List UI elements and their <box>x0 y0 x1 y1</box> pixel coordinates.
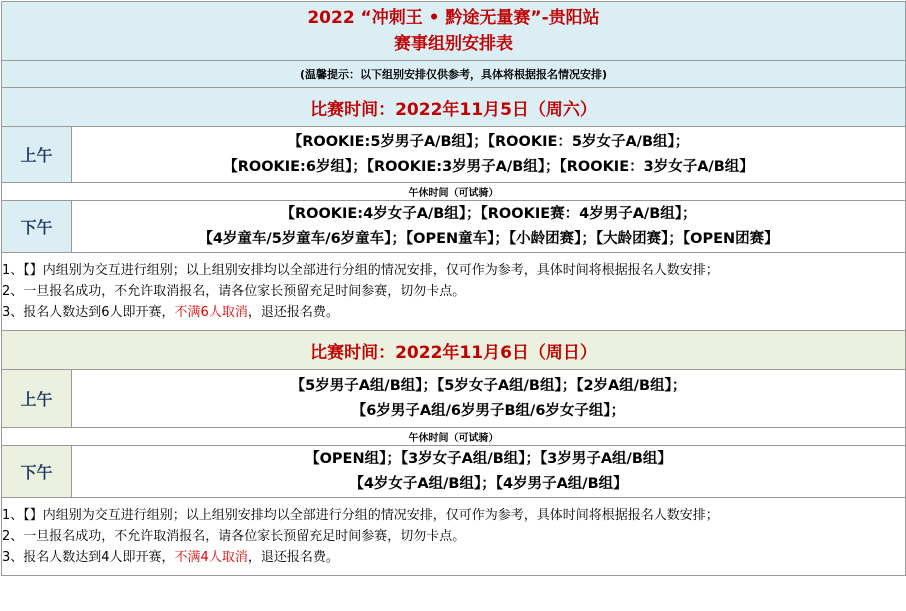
note-line: 2、一旦报名成功，不允许取消报名，请各位家长预留充足时间参赛，切勿卡点。 <box>2 529 466 544</box>
note-line: 1、【】内组别为交互进行组别；以上组别安排均以全部进行分组的情况安排，仅可作为参考，具体时间将根据报名人数安排； <box>2 263 719 278</box>
group-line: 【5岁男子A组/B组】；【5岁女子A组/B组】；【2岁A组/B组】； <box>290 377 687 394</box>
group-line: 【4岁女子A组/B组】；【4岁男子A组/B组】 <box>349 475 628 492</box>
day1-morning-groups <box>72 127 906 183</box>
group-line: 【6岁男子A组/6岁男子B组/6岁女子组】； <box>351 402 626 419</box>
note-line: 1、【】内组别为交互进行组别；以上组别安排均以全部进行分组的情况安排，仅可作为参考，具体时间将根据报名人数安排； <box>2 508 719 523</box>
day2-break-row <box>2 428 906 446</box>
day2-notes <box>2 498 906 576</box>
day1-notes <box>2 253 906 331</box>
day1-date-row <box>2 88 906 127</box>
note-text: ，退还报名费。 <box>247 550 339 565</box>
day1-break-label: 午休时间（可试骑） <box>2 183 906 201</box>
tip-text: (温馨提示：以下组别安排仅供参考，具体将根据报名情况安排) <box>2 61 906 88</box>
event-subtitle: 赛事组别安排表 <box>394 34 513 54</box>
note-line: 2、一旦报名成功，不允许取消报名，请各位家长预留充足时间参赛，切勿卡点。 <box>2 284 466 299</box>
group-line: 【OPEN组】；【3岁女子A组/B组】；【3岁男子A组/B组】 <box>305 450 672 467</box>
cancel-condition: 不满6人取消 <box>174 305 248 320</box>
group-line: 【ROOKIE:4岁女子A/B组】；【ROOKIE赛：4岁男子A/B组】； <box>280 205 697 222</box>
group-line: 【4岁童车/5岁童车/6岁童车】；【OPEN童车】；【小龄团赛】；【大龄团赛】；【OPEN团赛】 <box>198 230 779 247</box>
day1-morning-label: 上午 <box>2 127 72 183</box>
day2-afternoon-row <box>2 446 906 498</box>
event-title: 2022 “冲刺王 • 黔途无量赛”-贵阳站 <box>307 8 600 28</box>
tip-row <box>2 61 906 88</box>
day2-date-row <box>2 331 906 370</box>
day2-afternoon-label: 下午 <box>2 446 72 498</box>
group-line: 【ROOKIE:5岁男子A/B组】；【ROOKIE：5岁女子A/B组】； <box>287 133 690 150</box>
day1-afternoon-row <box>2 201 906 253</box>
title-cell <box>2 2 906 61</box>
day2-afternoon-groups <box>72 446 906 498</box>
note-line <box>2 302 905 323</box>
day1-date: 比赛时间：2022年11月5日（周六） <box>2 88 906 127</box>
note-text: 3、报名人数达到4人即开赛， <box>2 550 175 565</box>
group-line: 【ROOKIE:6岁组】；【ROOKIE:3岁男子A/B组】；【ROOKIE：3岁女子A/B组】 <box>223 158 754 175</box>
day1-afternoon-label: 下午 <box>2 201 72 253</box>
day1-break-row <box>2 183 906 201</box>
cancel-condition: 不满4人取消 <box>174 550 248 565</box>
day2-morning-row <box>2 370 906 428</box>
day2-morning-label: 上午 <box>2 370 72 428</box>
schedule-table <box>1 1 906 576</box>
day1-afternoon-groups <box>72 201 906 253</box>
title-row <box>2 2 906 61</box>
day2-morning-groups <box>72 370 906 428</box>
note-text: ，退还报名费。 <box>247 305 339 320</box>
note-line <box>2 547 905 568</box>
day1-notes-row <box>2 253 906 331</box>
day2-date: 比赛时间：2022年11月6日（周日） <box>2 331 906 370</box>
day2-notes-row <box>2 498 906 576</box>
day2-break-label: 午休时间（可试骑） <box>2 428 906 446</box>
day1-morning-row <box>2 127 906 183</box>
note-text: 3、报名人数达到6人即开赛， <box>2 305 175 320</box>
